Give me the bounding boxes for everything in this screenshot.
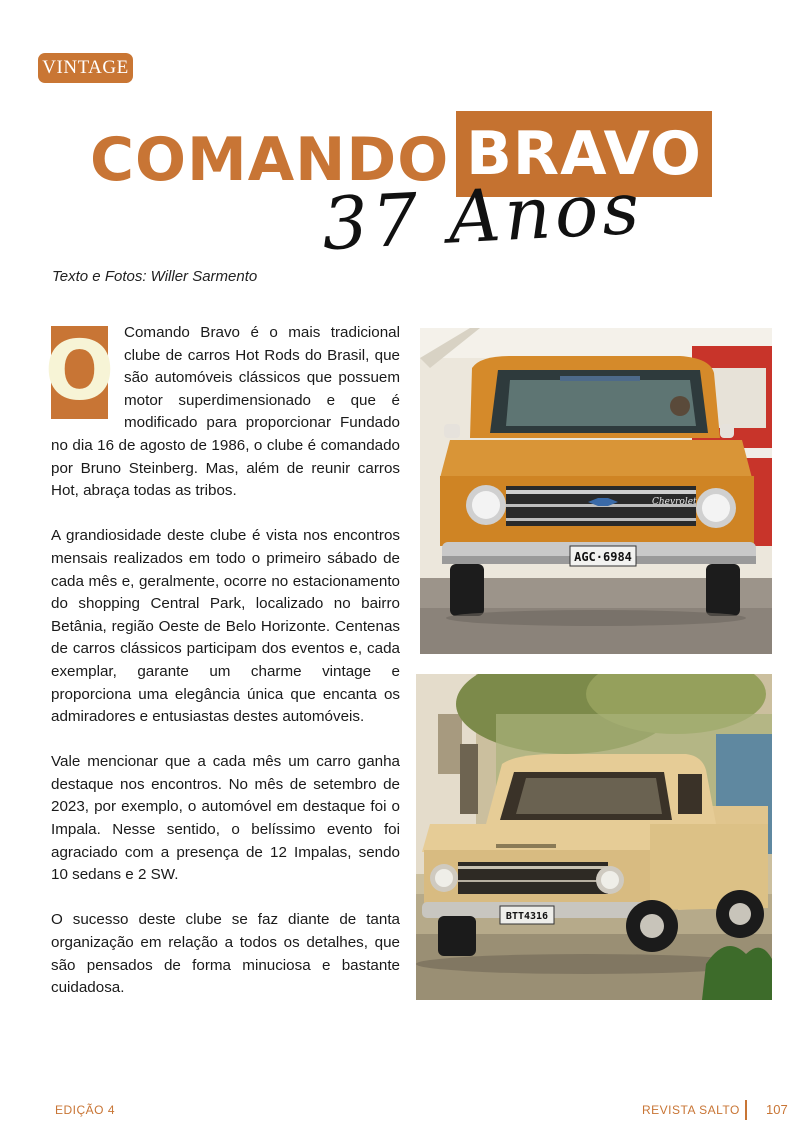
plate-text-2: BTT4316 (505, 911, 549, 922)
photo-orange-truck (420, 328, 772, 654)
title-bravo-box: BRAVO (456, 111, 712, 197)
orange-truck-illustration (420, 328, 772, 654)
footer-edition: EDIÇÃO 4 (55, 1103, 116, 1117)
page-number: 107 (766, 1102, 788, 1117)
paragraph-3: Vale mencionar que a cada mês um carro ganha destaque nos encontros. No mês de setembro de 2023, por exemplo, o automóvel em destaque foi o Impala. Nesse sentido, o belíssimo evento foi agraciado com a presença de 12 Impalas, sendo 10 sedans e 2 SW. (51, 753, 400, 884)
credits-line: Texto e Fotos: Willer Sarmento (52, 268, 258, 285)
paragraph-2: A grandiosidade deste clube é vista nos encontros mensais realizados em todo o primeiro sábado de cada mês e, geralmente, ocorre no estacionamento do shopping Central Park, localizado no bairro Betânia, região Oeste de Belo Horizonte. Centenas de carros clássicos participam dos eventos e, cada exemplar, garante um charme vintage e proporciona uma elegância única que encanta os admiradores e entusiastas destes automóveis. (51, 527, 400, 726)
paragraph-4: O sucesso deste clube se faz diante de tanta organização em relação a todos os detalhes, que são pensados de forma minuciosa e bastante cuidadosa. (51, 911, 400, 997)
cream-pickup-illustration (416, 674, 772, 1000)
footer-divider (745, 1100, 747, 1120)
section-tag: VINTAGE (38, 53, 133, 83)
title-comando: COMANDO (90, 125, 450, 195)
photo-cream-pickup (416, 674, 772, 1000)
subtitle-37-anos: 37 Anos (319, 165, 646, 267)
chevrolet-badge-text: Chevrolet (652, 497, 697, 507)
footer-magazine-name: REVISTA SALTO (642, 1103, 740, 1117)
plate-text-1: AGC·6984 (574, 550, 632, 564)
paragraph-1: Comando Bravo é o mais tradicional clube de carros Hot Rods do Brasil, que são automóveis clássicos que possuem motor superdimensionado e que é modificado para proporcionar Fundado no dia 16 de agosto de 1986, o clube é comandado por Bruno Steinberg. Mas, além de reunir carros Hot, abraça todas as tribos. (51, 324, 400, 500)
drop-cap: O (44, 324, 115, 420)
article-body (44, 322, 400, 1022)
